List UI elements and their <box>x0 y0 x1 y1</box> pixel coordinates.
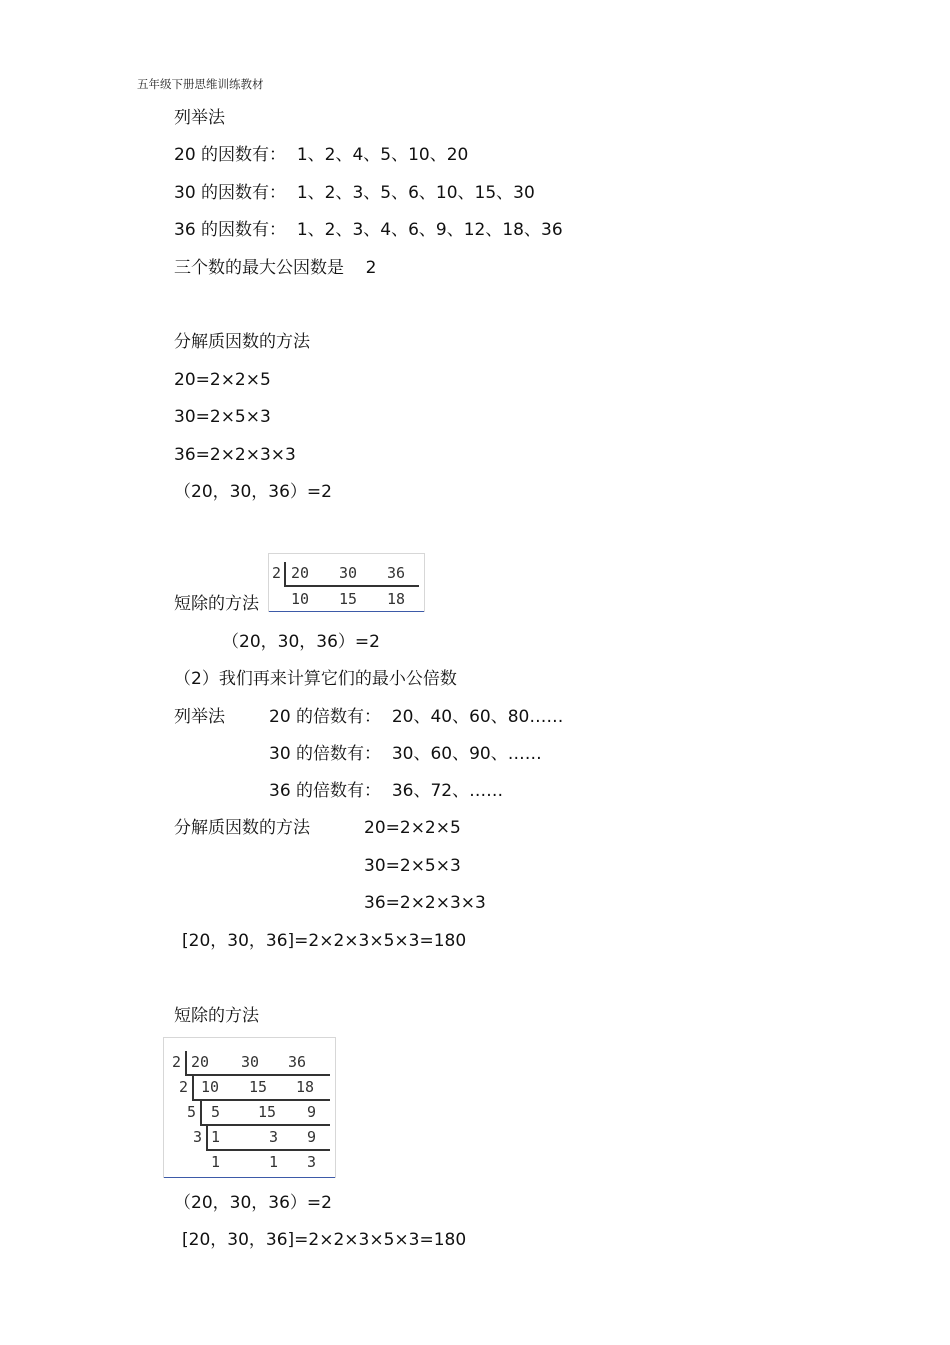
fig2-horizontal-line <box>185 1074 330 1076</box>
fig2-horizontal-line <box>206 1149 330 1151</box>
lcm-prime-20: 20=2×2×5 <box>364 818 461 838</box>
multiples-of-36: 36 的倍数有： 36、72、…… <box>269 781 504 801</box>
lcm-short-div-title: 短除的方法 <box>174 1006 259 1026</box>
fig1-cell: 20 <box>291 564 310 582</box>
fig2-horizontal-line <box>192 1099 330 1101</box>
fig2-cell: 20 <box>191 1053 210 1071</box>
gcd-listing-title: 列举法 <box>174 108 225 128</box>
short-division-figure-2 <box>163 1037 336 1178</box>
lcm-prime-result: [20，30，36]=2×2×3×5×3=180 <box>182 931 467 951</box>
fig2-underline <box>164 1177 335 1178</box>
factors-of-20: 20 的因数有： 1、2、4、5、10、20 <box>174 145 469 165</box>
lcm-gcd-result: （20，30，36）=2 <box>174 1193 332 1213</box>
fig2-cell: 1 <box>211 1128 221 1146</box>
fig2-cell: 3 <box>307 1153 317 1171</box>
fig2-cell: 3 <box>269 1128 279 1146</box>
gcd-short-div-result: （20，30，36）=2 <box>222 632 380 652</box>
gcd-prime-result: （20，30，36）=2 <box>174 482 332 502</box>
fig1-cell: 15 <box>339 590 358 608</box>
gcd-listing-result: 三个数的最大公因数是 2 <box>174 258 377 278</box>
fig1-underline <box>269 611 424 612</box>
fig2-cell: 18 <box>296 1078 315 1096</box>
fig2-divisor: 3 <box>193 1128 203 1146</box>
fig2-cell: 1 <box>269 1153 279 1171</box>
factors-of-36: 36 的因数有： 1、2、3、4、6、9、12、18、36 <box>174 220 563 240</box>
fig2-cell: 15 <box>258 1103 277 1121</box>
lcm-heading: （2）我们再来计算它们的最小公倍数 <box>174 669 457 689</box>
gcd-prime-36: 36=2×2×3×3 <box>174 445 296 465</box>
fig2-cell: 15 <box>249 1078 268 1096</box>
lcm-prime-title: 分解质因数的方法 <box>174 818 310 838</box>
multiples-of-20: 20 的倍数有： 20、40、60、80…… <box>269 707 564 727</box>
multiples-of-30: 30 的倍数有： 30、60、90、…… <box>269 744 542 764</box>
fig2-cell: 30 <box>241 1053 260 1071</box>
fig2-cell: 9 <box>307 1128 317 1146</box>
fig2-cell: 36 <box>288 1053 307 1071</box>
fig1-cell: 10 <box>291 590 310 608</box>
lcm-final-result: [20，30，36]=2×2×3×5×3=180 <box>182 1230 467 1250</box>
gcd-prime-20: 20=2×2×5 <box>174 370 271 390</box>
fig2-vertical-line <box>206 1126 208 1150</box>
lcm-prime-36: 36=2×2×3×3 <box>364 893 486 913</box>
fig2-divisor: 5 <box>187 1103 197 1121</box>
gcd-prime-title: 分解质因数的方法 <box>174 332 310 352</box>
factors-of-30: 30 的因数有： 1、2、3、5、6、10、15、30 <box>174 183 535 203</box>
gcd-short-div-title: 短除的方法 <box>174 594 259 614</box>
fig2-vertical-line <box>192 1076 194 1100</box>
fig1-cell: 18 <box>387 590 406 608</box>
lcm-prime-30: 30=2×5×3 <box>364 856 461 876</box>
fig2-cell: 5 <box>211 1103 221 1121</box>
fig2-horizontal-line <box>200 1124 330 1126</box>
short-division-figure-1 <box>268 553 425 612</box>
fig2-cell: 10 <box>201 1078 220 1096</box>
fig1-cell: 30 <box>339 564 358 582</box>
fig2-cell: 9 <box>307 1103 317 1121</box>
fig2-cell: 1 <box>211 1153 221 1171</box>
fig2-vertical-line <box>185 1051 187 1075</box>
fig1-horizontal-line <box>284 585 419 587</box>
lcm-listing-title: 列举法 <box>174 707 225 727</box>
fig1-vertical-line <box>284 562 286 586</box>
fig2-vertical-line <box>200 1101 202 1125</box>
fig1-divisor: 2 <box>272 564 282 582</box>
fig2-divisor: 2 <box>172 1053 182 1071</box>
fig2-divisor: 2 <box>179 1078 189 1096</box>
gcd-prime-30: 30=2×5×3 <box>174 407 271 427</box>
fig1-cell: 36 <box>387 564 406 582</box>
page-header: 五年级下册思维训练教材 <box>137 77 264 91</box>
